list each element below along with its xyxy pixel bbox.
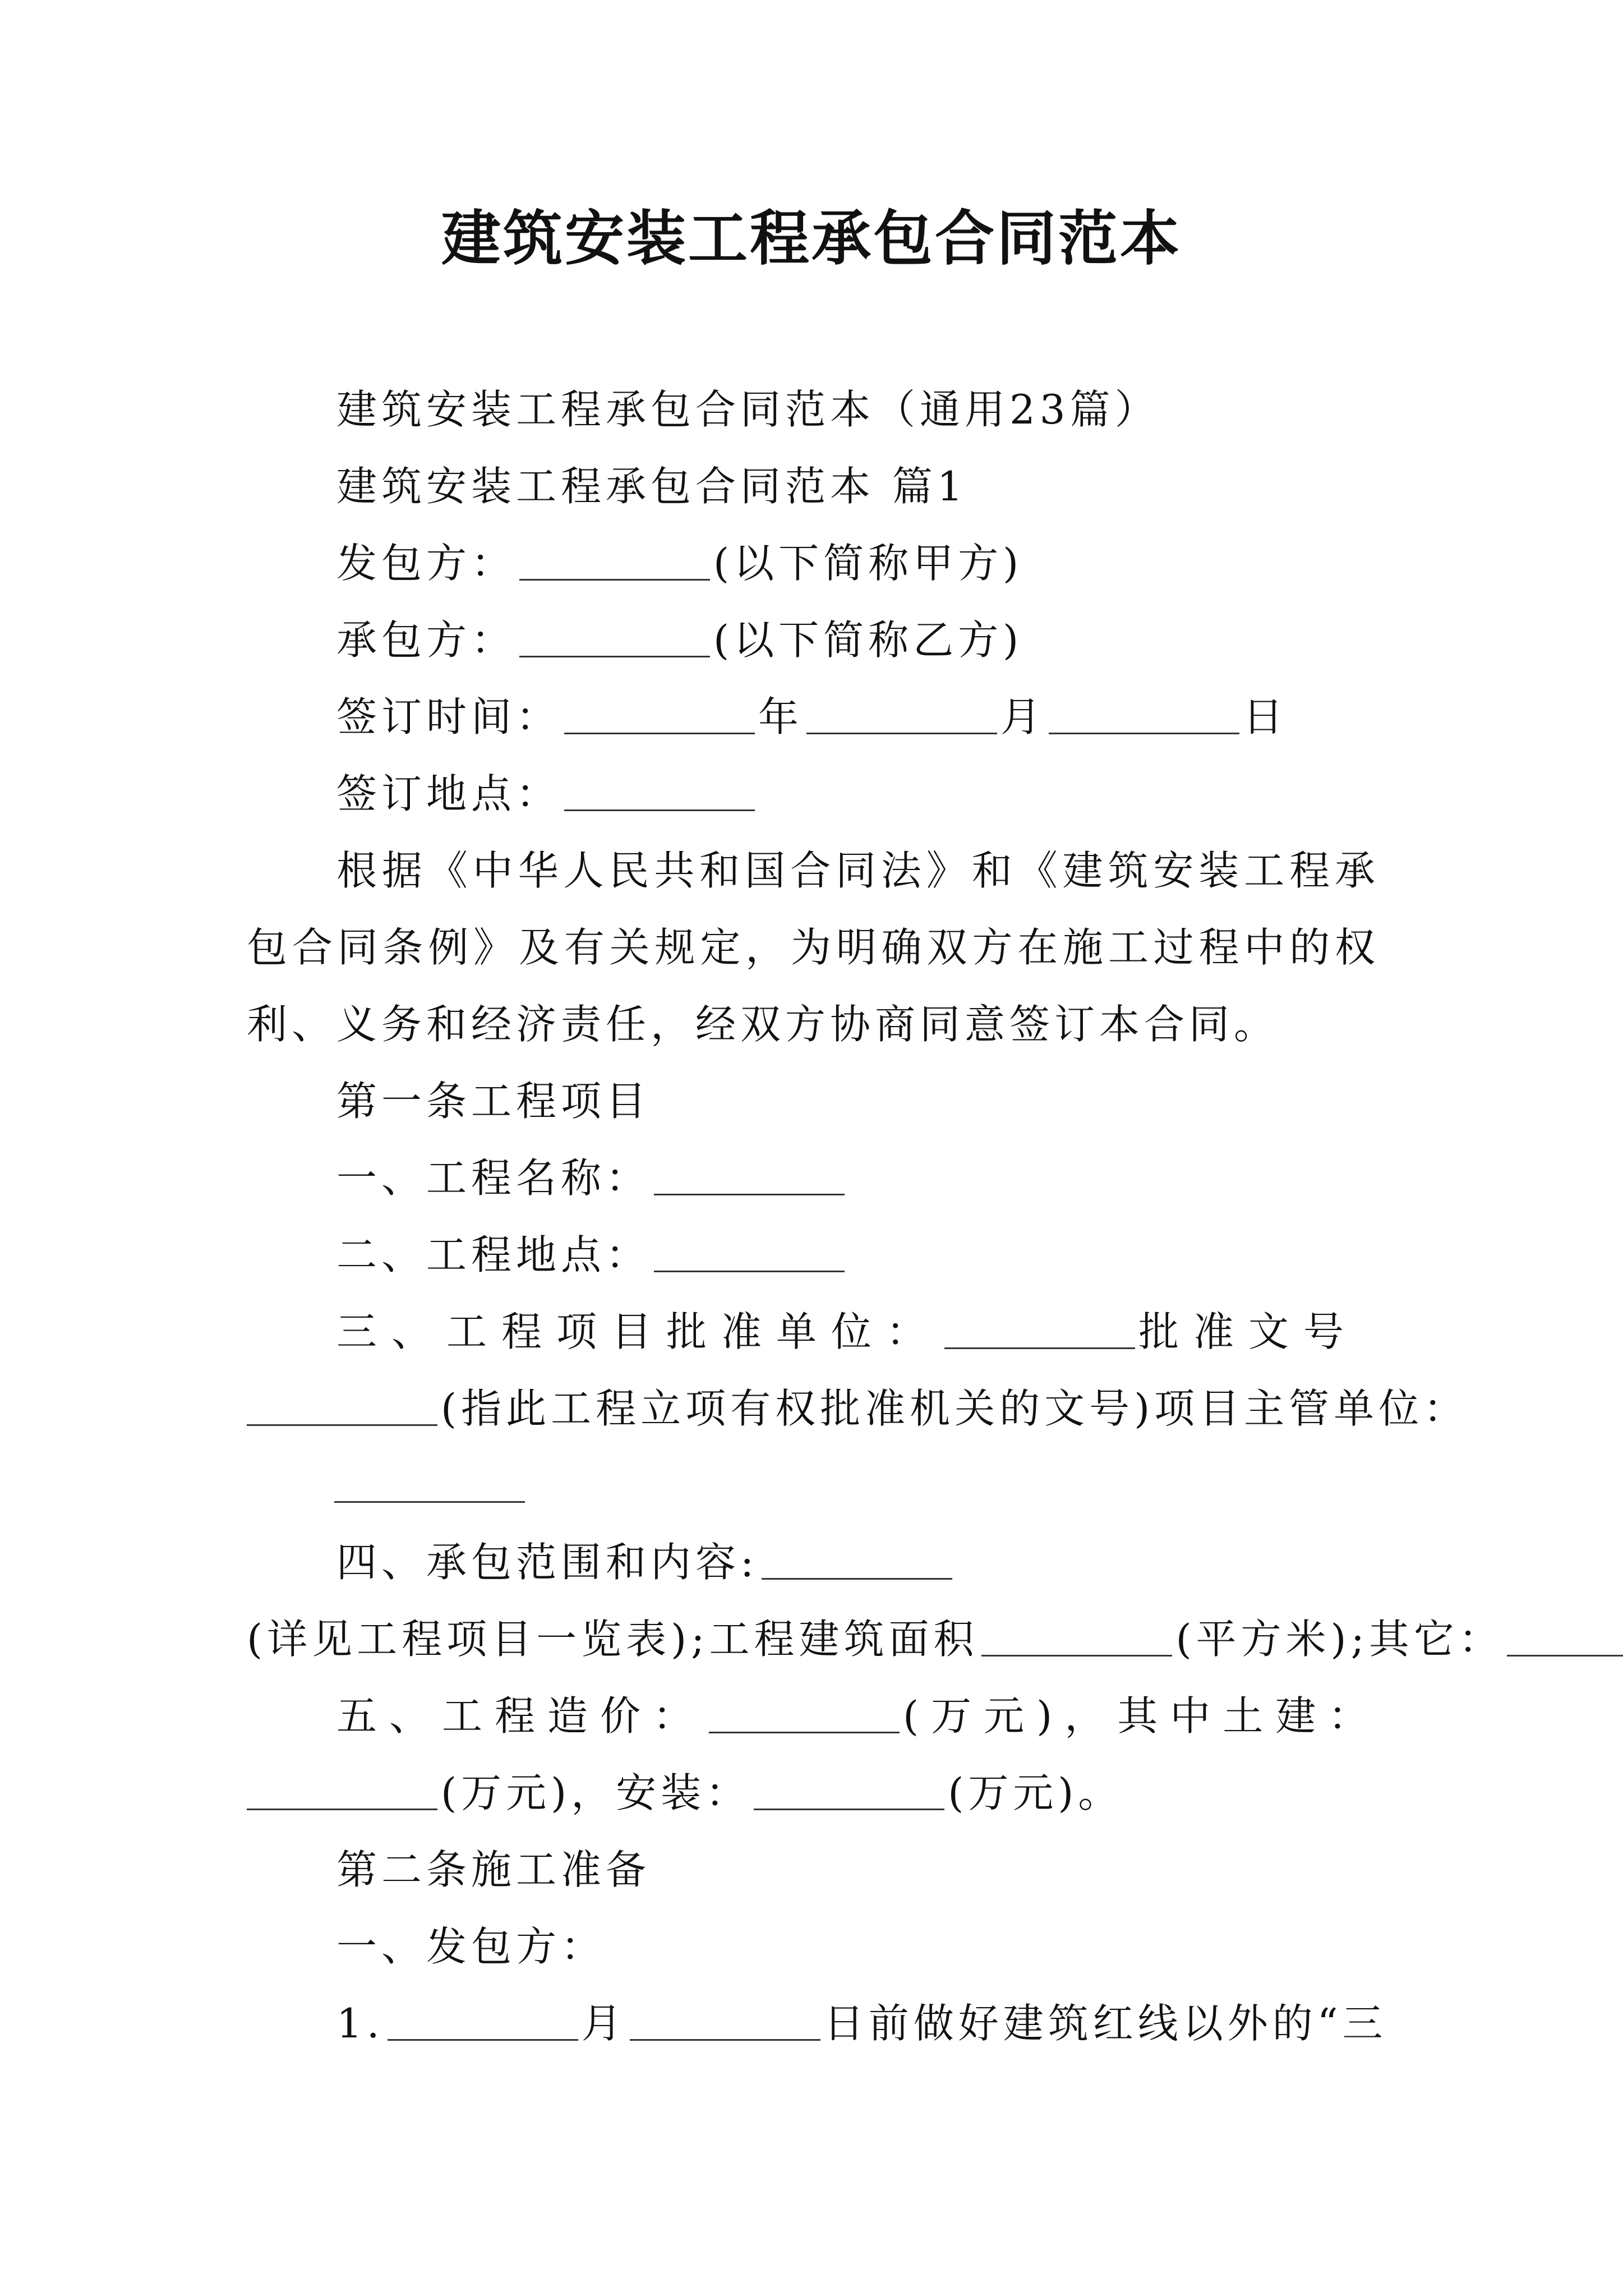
cost-line-cont: (万元)，安装： (万元)。 bbox=[247, 1765, 1380, 1821]
section-heading: 建筑安装工程承包合同范本 篇1 bbox=[336, 463, 967, 510]
blank-field bbox=[1049, 696, 1239, 734]
approval-line: 三、工程项目批准单位： 批准文号 bbox=[336, 1308, 1359, 1355]
item-1-line: 1. 月 日前做好建筑红线以外的“三 bbox=[336, 2000, 1387, 2047]
blank-field bbox=[654, 1234, 845, 1272]
blank-field bbox=[754, 1772, 944, 1810]
blank-field bbox=[247, 1772, 437, 1810]
blank-field bbox=[564, 696, 755, 734]
approval-line-cont-blank bbox=[247, 1457, 1380, 1513]
article-heading: 第一条工程项目 bbox=[336, 1078, 651, 1125]
blank-field bbox=[654, 1157, 845, 1195]
document-title: 建筑安装工程承包合同范本 bbox=[441, 203, 1182, 273]
blank-field bbox=[519, 619, 710, 657]
blank-field bbox=[334, 1464, 525, 1503]
subtitle-line: 建筑安装工程承包合同范本（通用23篇） bbox=[336, 386, 1160, 433]
blank-field bbox=[762, 1541, 952, 1580]
project-location-line: 二、工程地点： bbox=[336, 1227, 1380, 1283]
employer-heading: 一、发包方： bbox=[336, 1923, 606, 1970]
blank-field bbox=[247, 1387, 437, 1426]
scope-line-cont: (详见工程项目一览表);工程建筑面积 (平方米);其它： bbox=[247, 1611, 1380, 1667]
blank-field bbox=[630, 2002, 820, 2041]
party-b-line: 承包方： (以下简称乙方) bbox=[336, 616, 1023, 664]
scope-line: 四、承包范围和内容: bbox=[336, 1534, 1380, 1590]
cost-line: 五、工程造价： (万元)，其中土建： bbox=[336, 1692, 1381, 1740]
sign-place-line: 签订地点： bbox=[336, 766, 1380, 822]
blank-field bbox=[564, 772, 755, 811]
blank-field bbox=[709, 1695, 900, 1733]
blank-field bbox=[519, 542, 710, 581]
preamble-paragraph: 根据《中华人民共和国合同法》和《建筑安装工程承包合同条例》及有关规定，为明确双方在施工过程中的权利、义务和经济责任，经双方协商同意签订本合同。 bbox=[247, 847, 1380, 1048]
party-a-line: 发包方： (以下简称甲方) bbox=[336, 540, 1023, 587]
blank-field bbox=[944, 1310, 1135, 1349]
article-heading-2: 第二条施工准备 bbox=[336, 1846, 651, 1893]
blank-field bbox=[981, 1618, 1172, 1657]
approval-line-cont: (指此工程立项有权批准机关的文号)项目主管单位： bbox=[247, 1381, 1380, 1437]
blank-field bbox=[806, 696, 997, 734]
sign-date-line: 签订时间： 年 月 日 bbox=[336, 693, 1288, 740]
blank-field bbox=[1507, 1618, 1623, 1657]
blank-field bbox=[388, 2002, 578, 2041]
project-name-line: 一、工程名称： bbox=[336, 1150, 1380, 1206]
